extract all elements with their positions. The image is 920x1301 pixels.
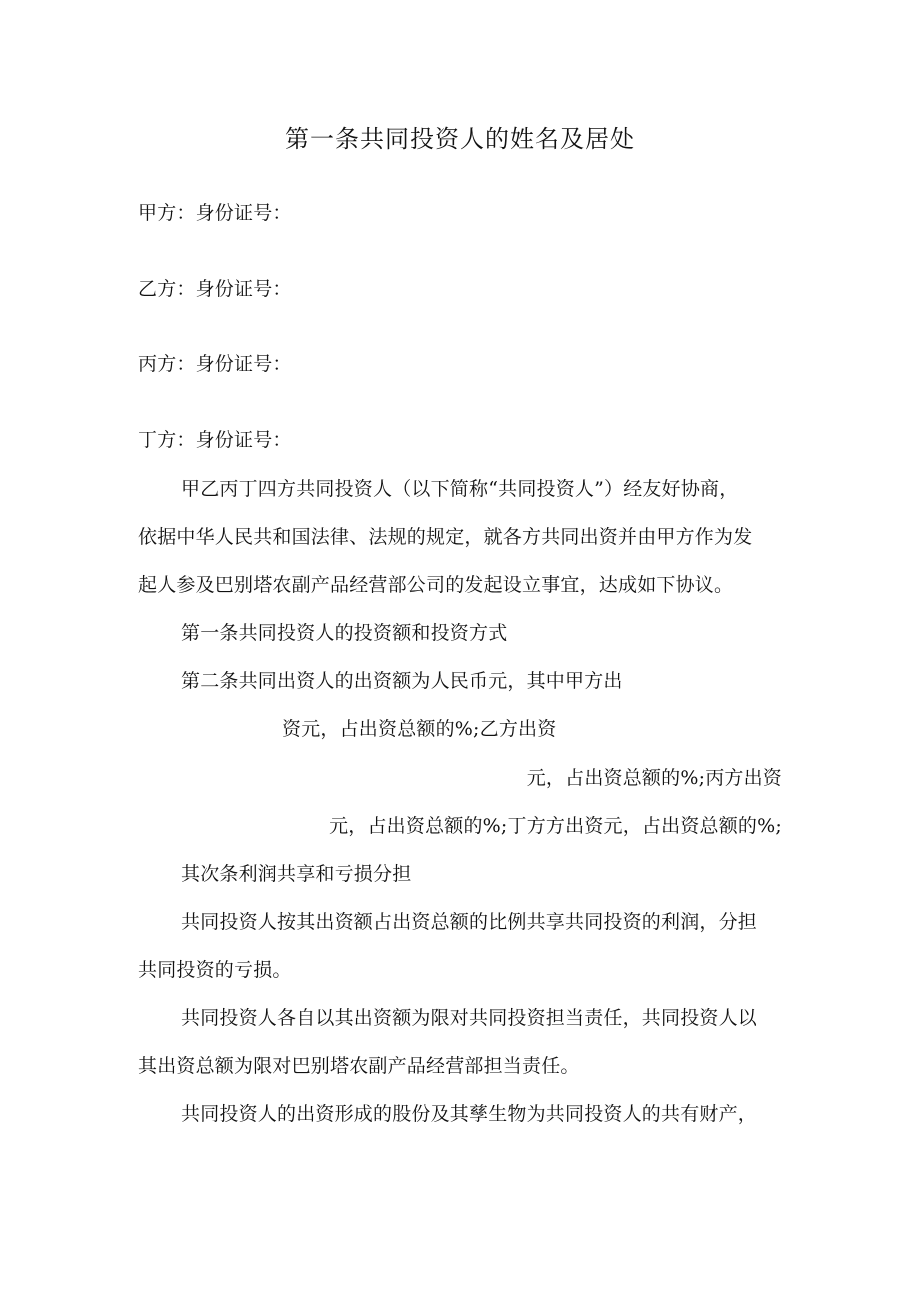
party-c-line: 丙方：身份证号： [138,353,292,375]
article2-line-3: 元，占出资总额的%;丙方出资 [526,767,782,789]
party-a-line: 甲方：身份证号： [138,202,292,224]
liability-para-line-1: 共同投资人各自以其出资额为限对共同投资担当责任，共同投资人以 [181,1007,758,1029]
profit-para-line-1: 共同投资人按其出资额占出资总额的比例共享共同投资的利润，分担 [181,911,758,933]
article2-line-1: 第二条共同出资人的出资额为人民币元，其中甲方出 [181,670,623,692]
party-b-line: 乙方：身份证号： [138,278,292,300]
profit-para-line-2: 共同投资的亏损。 [138,959,292,981]
article1-heading: 第一条共同投资人的投资额和投资方式 [181,622,508,644]
article2-line-4: 元，占出资总额的%;丁方方出资元，占出资总额的%; [329,815,782,837]
party-d-line: 丁方：身份证号： [138,429,292,451]
intro-line-3: 起人参及巴别塔农副产品经营部公司的发起设立事宜，达成如下协议。 [138,574,734,596]
liability-para-line-2: 其出资总额为限对巴别塔农副产品经营部担当责任。 [138,1055,580,1077]
property-para-line-1: 共同投资人的出资形成的股份及其孳生物为共同投资人的共有财产， [181,1103,758,1125]
article3-heading: 其次条利润共享和亏损分担 [181,863,412,885]
intro-line-1: 甲乙丙丁四方共同投资人（以下简称“共同投资人”）经友好协商， [181,478,739,500]
intro-line-2: 依据中华人民共和国法律、法规的规定，就各方共同出资并由甲方作为发 [138,526,753,548]
article2-line-2: 资元，占出资总额的%;乙方出资 [282,718,557,740]
page-title: 第一条共同投资人的姓名及居处 [285,125,635,153]
